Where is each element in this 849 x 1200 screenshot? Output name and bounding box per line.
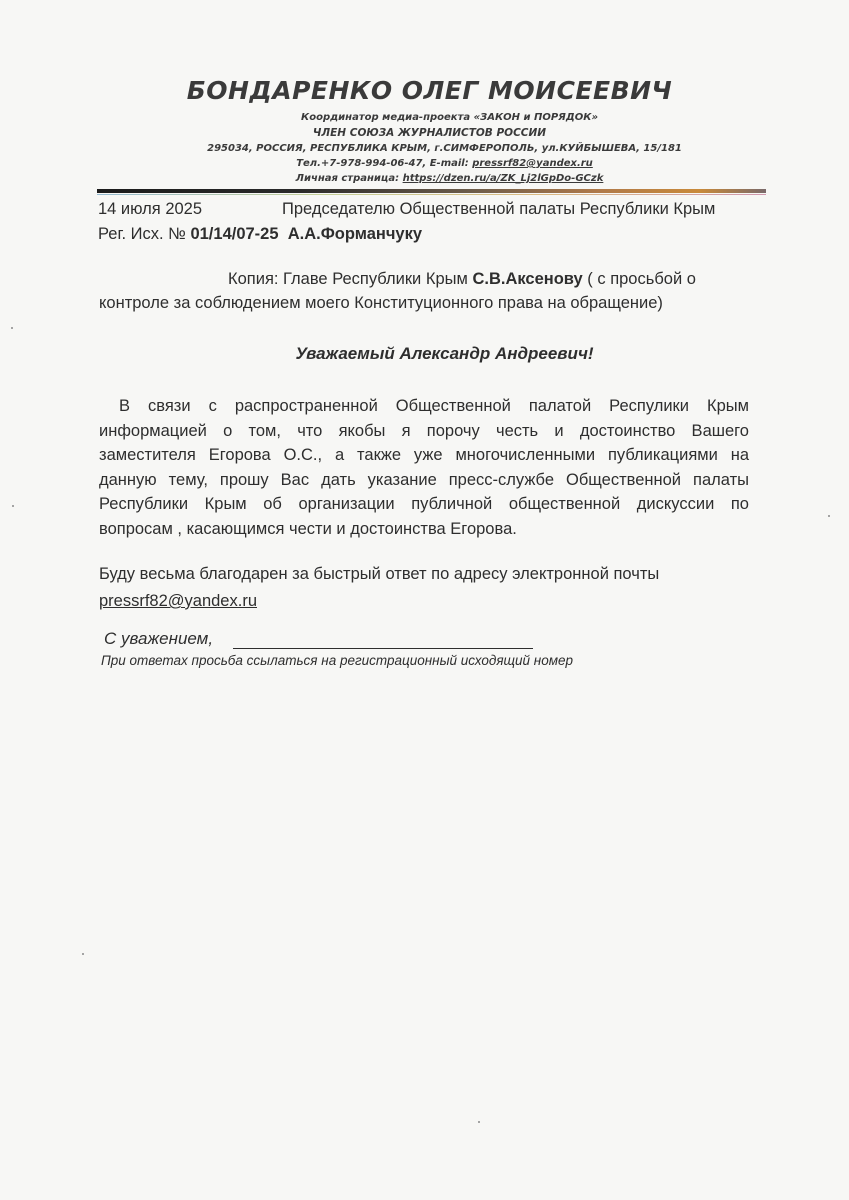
phone-label: Тел.+7-978-994-06-47, E-mail: xyxy=(296,158,473,169)
recipient-title: Председателю Общественной палаты Республики Крым xyxy=(282,200,716,218)
reply-note: При ответах просьба ссылаться на регистрационный исходящий номер xyxy=(101,653,573,668)
registration-label: Рег. Исх. № xyxy=(98,225,191,243)
body-line: Республики Крым об организации публичной общественной дискуссии по xyxy=(99,495,749,513)
copy-label: Копия: Главе Республики Крым xyxy=(228,270,473,288)
scan-speck xyxy=(12,505,14,507)
body-line: информацией о том, что якобы я порочу честь и достоинство Вашего xyxy=(99,421,749,440)
closing: С уважением, xyxy=(104,629,214,648)
sender-membership: ЧЛЕН СОЮЗА ЖУРНАЛИСТОВ РОССИИ xyxy=(312,127,547,139)
sender-page-link[interactable]: https://dzen.ru/a/ZK_Lj2lGpDo-GCzk xyxy=(402,173,604,184)
reply-email-link[interactable]: pressrf82@yandex.ru xyxy=(99,592,257,610)
copy-line xyxy=(228,270,696,289)
letter-body xyxy=(99,394,749,541)
signature-line xyxy=(233,648,533,649)
sender-email-link[interactable]: pressrf82@yandex.ru xyxy=(472,158,593,169)
scan-speck xyxy=(828,515,830,517)
page-label: Личная страница: xyxy=(295,173,403,184)
sender-page xyxy=(0,173,849,184)
body-line: вопросам , касающимся чести и достоинства Егорова. xyxy=(99,519,517,538)
sender-name: БОНДАРЕНКО ОЛЕГ МОИСЕЕВИЧ xyxy=(186,76,673,105)
scan-speck xyxy=(11,327,13,329)
thanks-line: Буду весьма благодарен за быстрый ответ по адресу электронной почты xyxy=(99,565,660,583)
recipient-name: А.А.Форманчуку xyxy=(287,225,423,243)
copy-recipient: С.В.Аксенову xyxy=(472,270,583,288)
body-line: В связи с распространенной Общественной палатой Респулики Крым xyxy=(119,397,749,415)
scan-speck xyxy=(82,953,84,955)
letterhead-divider-accent xyxy=(97,194,766,195)
registration-line xyxy=(98,225,422,244)
copy-line-continued: контроле за соблюдением моего Конституционного права на обращение) xyxy=(99,294,663,312)
scan-speck xyxy=(478,1121,480,1123)
body-line: данную тему, прошу Вас дать указание пресс-службе Общественной палаты xyxy=(99,470,749,489)
copy-request: ( с просьбой о xyxy=(582,270,696,288)
sender-address: 295034, РОССИЯ, РЕСПУБЛИКА КРЫМ, г.СИМФЕРОПОЛЬ, ул.КУЙБЫШЕВА, 15/181 xyxy=(207,143,682,154)
body-line: заместителя Егорова О.С., а также уже многочисленными публикациями на xyxy=(99,446,749,464)
sender-contacts xyxy=(0,158,849,169)
registration-number: 01/14/07-25 xyxy=(190,225,279,243)
salutation: Уважаемый Александр Андреевич! xyxy=(295,344,594,363)
sender-role: Координатор медиа-проекта «ЗАКОН и ПОРЯДОК» xyxy=(301,112,598,123)
letterhead-divider xyxy=(97,189,766,193)
letter-date: 14 июля 2025 xyxy=(98,200,203,218)
